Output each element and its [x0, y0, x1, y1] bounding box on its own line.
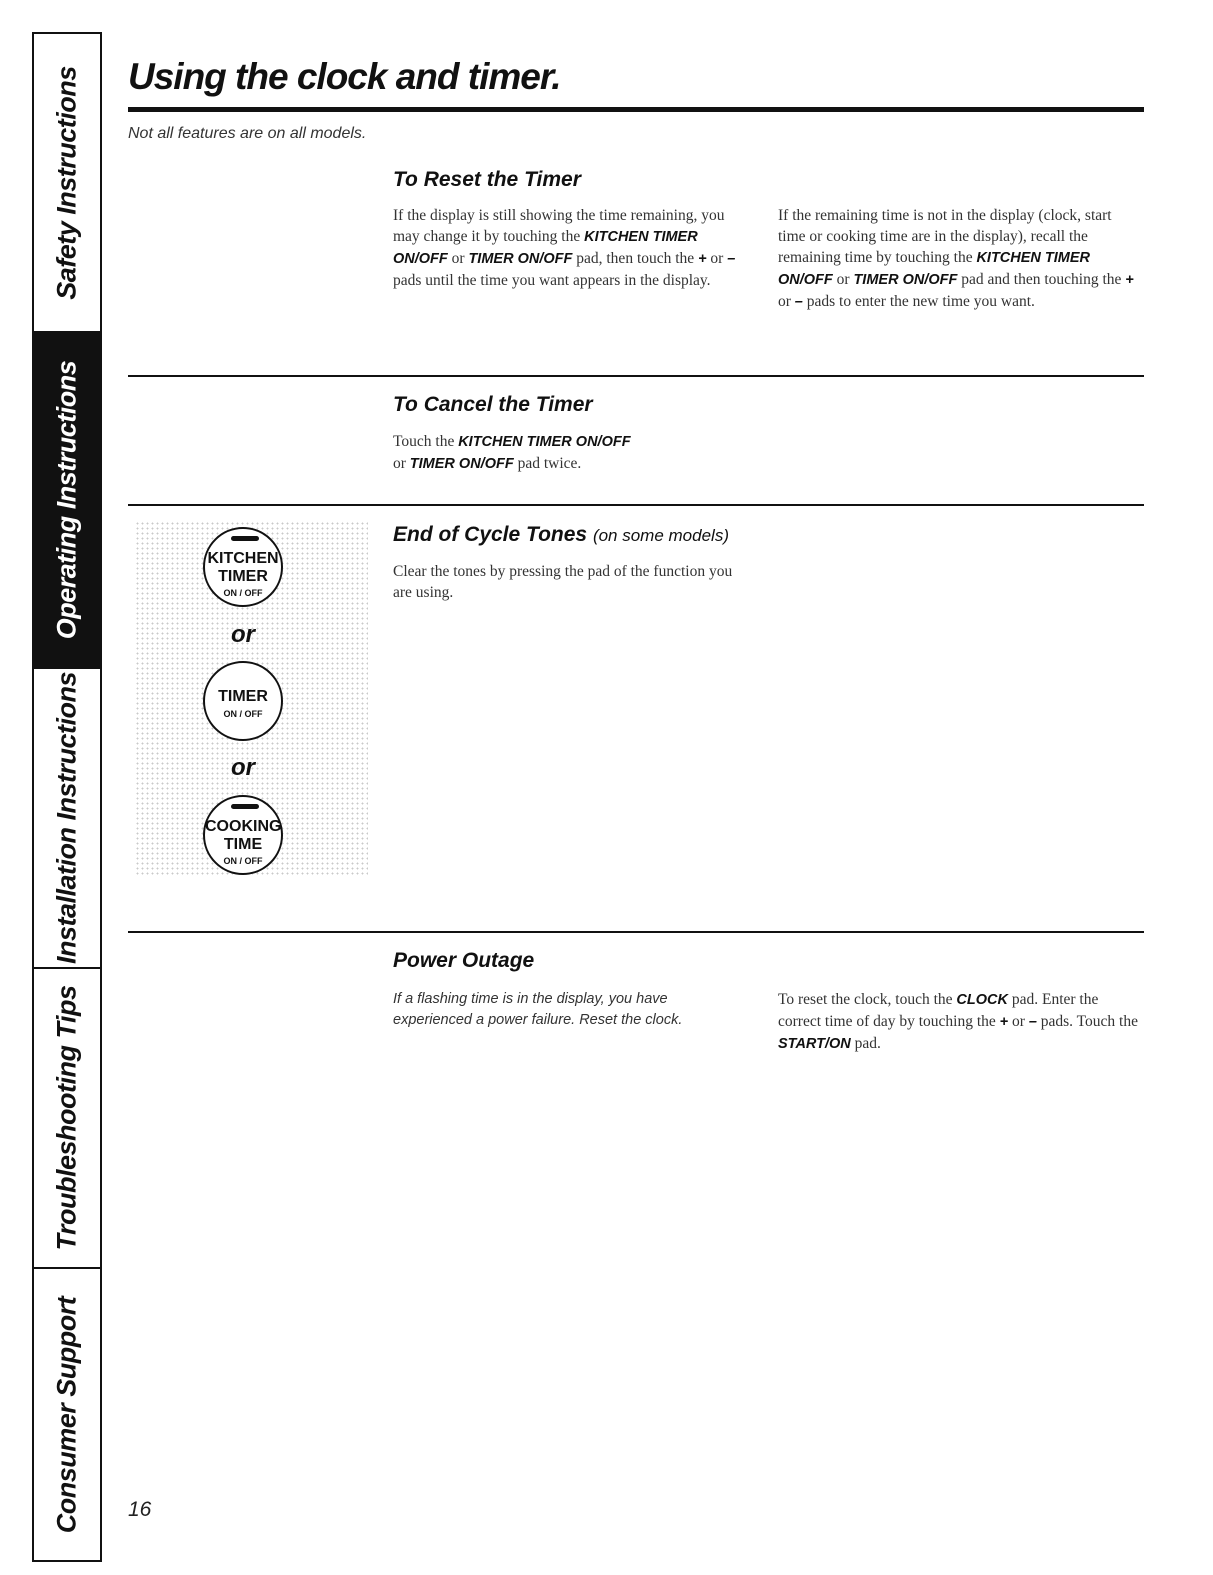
pad-indicator-bar	[231, 536, 259, 541]
page-subtitle: Not all features are on all models.	[128, 125, 367, 142]
tab-troubleshooting-tips[interactable]	[34, 969, 100, 1269]
reset-timer-heading: To Reset the Timer	[393, 168, 581, 191]
timer-pad	[203, 661, 283, 741]
section-divider	[128, 931, 1144, 933]
pad-label: TIMER	[218, 568, 268, 585]
pad-sublabel: ON / OFF	[223, 588, 263, 598]
page-title: Using the clock and timer.	[128, 56, 561, 97]
cooking-time-pad	[203, 795, 283, 875]
reset-timer-right-text: If the remaining time is not in the display (clock, start time or cooking time are in the display), recall the remaining time by touching the KITCHEN TIMER ON/OFF or TIMER ON/OFF pad and then touching the + or – pads to enter the new time you want.	[778, 207, 1134, 310]
power-outage-right-text: To reset the clock, touch the CLOCK pad. Enter the correct time of day by touching the + or – pads. Touch the START/ON pad.	[778, 991, 1138, 1052]
end-cycle-heading: End of Cycle Tones (on some models)	[393, 523, 729, 546]
or-separator: or	[231, 754, 255, 781]
pad-sublabel: ON / OFF	[223, 856, 263, 866]
section-tab-strip	[32, 32, 102, 1562]
pad-label: KITCHEN	[207, 550, 279, 567]
pad-label: TIME	[223, 836, 263, 853]
title-rule	[128, 107, 1144, 112]
section-divider	[128, 504, 1144, 506]
end-cycle-text: Clear the tones by pressing the pad of the function you are using.	[393, 563, 733, 601]
pad-label: COOKING	[205, 818, 282, 835]
tab-installation-instructions[interactable]	[34, 669, 100, 969]
tab-label: Safety Instructions	[51, 65, 82, 300]
section-divider	[128, 375, 1144, 377]
tab-label: Installation Instructions	[51, 671, 82, 965]
end-cycle-heading-note: (on some models)	[592, 526, 729, 545]
or-separator: or	[231, 621, 255, 648]
kitchen-timer-pad	[203, 527, 283, 607]
cancel-timer-heading: To Cancel the Timer	[393, 393, 593, 416]
tab-label: Troubleshooting Tips	[51, 985, 82, 1251]
keypad-illustration	[135, 521, 368, 876]
tab-label: Operating Instructions	[51, 360, 82, 640]
tab-safety-instructions[interactable]	[34, 34, 100, 333]
page-number: 16	[128, 1498, 152, 1521]
tab-consumer-support[interactable]	[34, 1269, 100, 1560]
cancel-timer-text: Touch the KITCHEN TIMER ON/OFF or TIMER ON/OFF pad twice.	[393, 433, 631, 472]
tab-label: Consumer Support	[51, 1296, 82, 1533]
power-outage-heading: Power Outage	[393, 949, 535, 972]
pad-label: TIMER	[218, 688, 268, 705]
power-outage-left-text: If a flashing time is in the display, you have experienced a power failure. Reset the clock.	[393, 991, 683, 1028]
pad-sublabel: ON / OFF	[223, 709, 263, 719]
reset-timer-left-text: If the display is still showing the time remaining, you may change it by touching the KITCHEN TIMER ON/OFF or TIMER ON/OFF pad, then touch the + or – pads until the time you want appears in the display.	[393, 207, 736, 289]
pad-indicator-bar	[231, 804, 259, 809]
tab-operating-instructions[interactable]	[34, 333, 100, 669]
